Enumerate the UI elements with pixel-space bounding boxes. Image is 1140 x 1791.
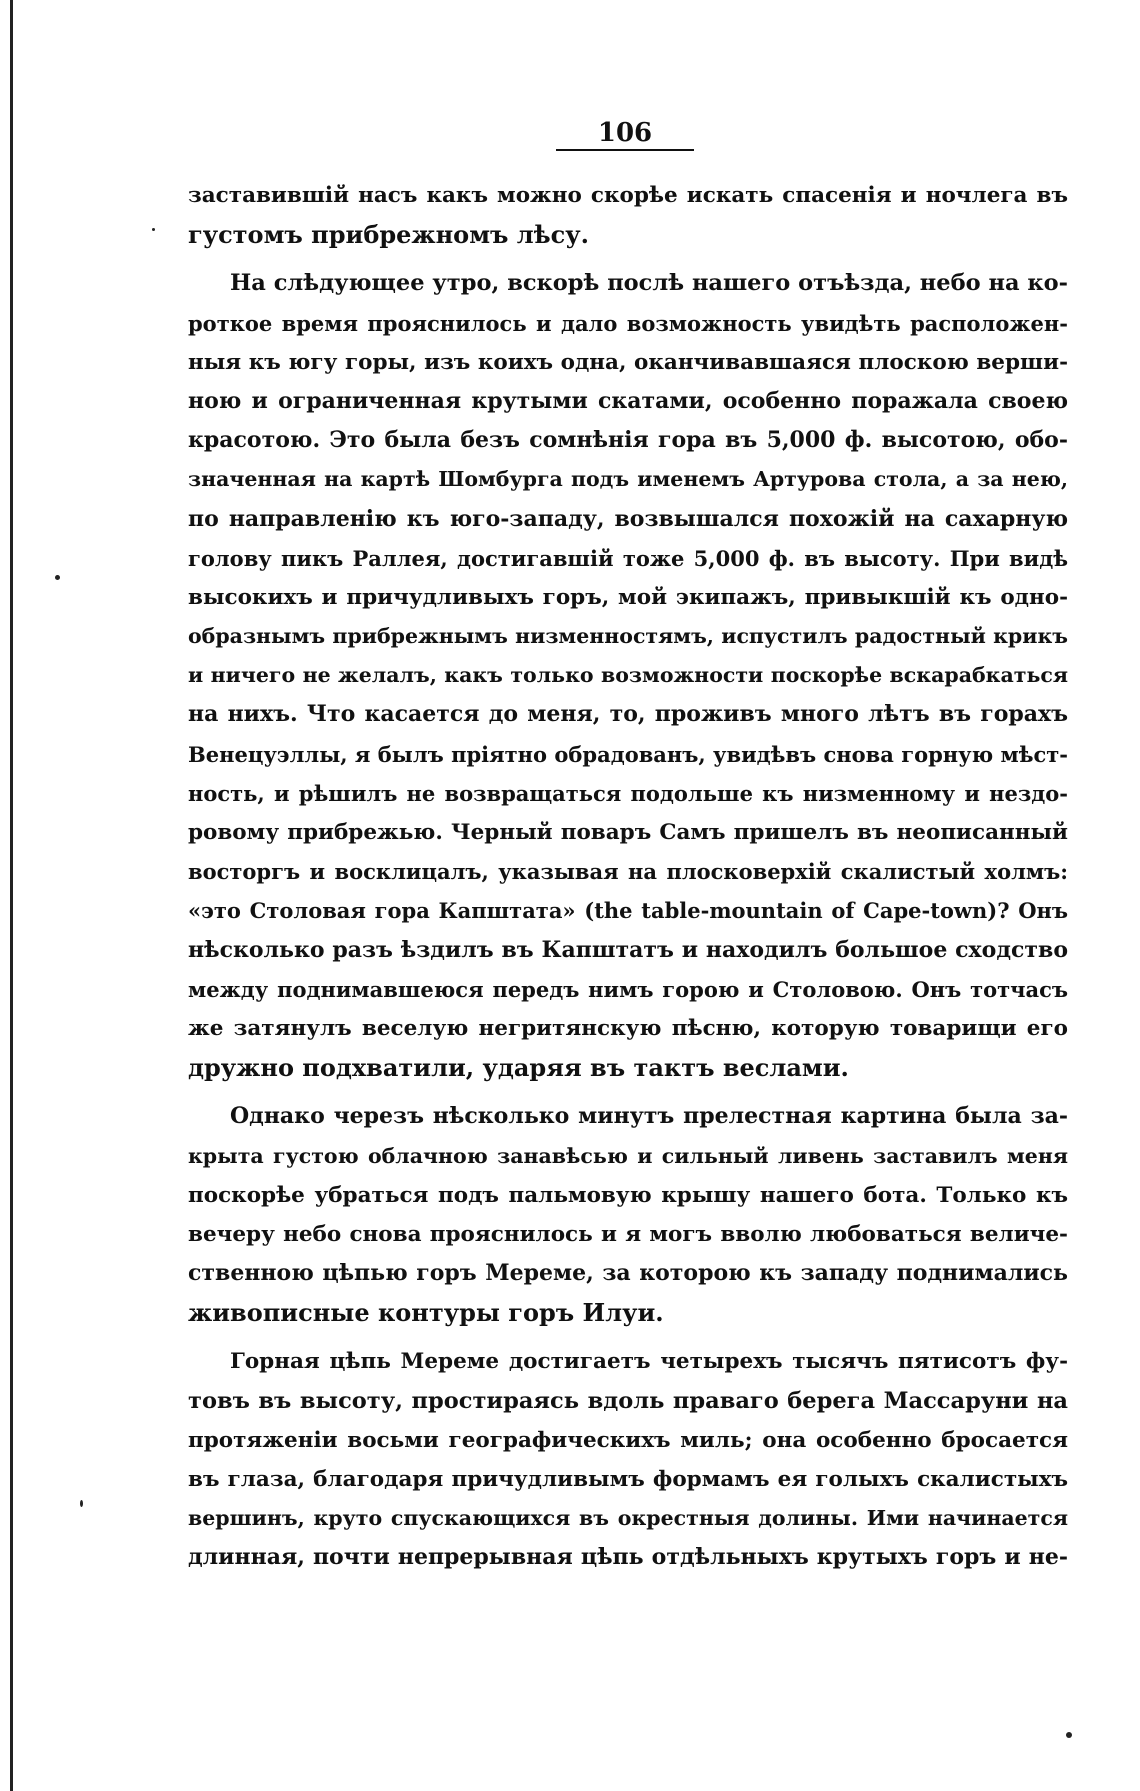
text-line: голову пикъ Раллея, достигавшій тоже 5,000 ф. въ высоту. При видѣ bbox=[188, 545, 1068, 571]
text-line: протяженіи восьми географическихъ миль; она особенно бросается bbox=[188, 1427, 1068, 1453]
text-line: поскорѣе убраться подъ пальмовую крышу нашего бота. Только къ bbox=[188, 1182, 1068, 1208]
text-line: роткое время прояснилось и дало возможность увидѣть расположен- bbox=[188, 310, 1068, 336]
text-line: между поднимавшеюся передъ нимъ горою и Столовою. Онъ тотчасъ bbox=[188, 976, 1068, 1002]
text-line: товъ въ высоту, простираясь вдоль праваго берега Массаруни на bbox=[188, 1387, 1068, 1414]
text-line: красотою. Это была безъ сомнѣнія гора въ 5,000 ф. высотою, обо- bbox=[188, 427, 1068, 454]
text-line: На слѣдующее утро, вскорѣ послѣ нашего отъѣзда, небо на ко- bbox=[230, 270, 1068, 297]
text-line: нѣсколько разъ ѣздилъ въ Капштатъ и находилъ большое сходство bbox=[188, 936, 1068, 963]
text-line: крыта густою облачною занавѣсью и сильный ливень заставилъ меня bbox=[188, 1143, 1068, 1168]
text-line: длинная, почти непрерывная цѣпь отдѣльныхъ крутыхъ горъ и не- bbox=[188, 1544, 1068, 1571]
text-line: густомъ прибрежномъ лѣсу. bbox=[188, 220, 589, 250]
text-line: Венецуэллы, я былъ пріятно обрадованъ, увидѣвъ снова горную мѣст- bbox=[188, 741, 1068, 767]
scan-speck bbox=[80, 1500, 83, 1507]
scan-speck bbox=[152, 228, 155, 231]
body-text bbox=[188, 176, 1068, 1578]
text-line: ныя къ югу горы, изъ коихъ одна, оканчивавшаяся плоскою верши- bbox=[188, 349, 1068, 375]
text-line: образнымъ прибрежнымъ низменностямъ, испустилъ радостный крикъ bbox=[188, 624, 1068, 649]
text-line: Горная цѣпь Мереме достигаетъ четырехъ тысячъ пятисотъ фу- bbox=[230, 1349, 1068, 1375]
text-line: ственною цѣпью горъ Мереме, за которою къ западу поднимались bbox=[188, 1260, 1068, 1287]
text-line: и ничего не желалъ, какъ только возможности поскорѣе вскарабкаться bbox=[188, 663, 1068, 688]
text-line: на нихъ. Что касается до меня, то, проживъ много лѣтъ въ горахъ bbox=[188, 701, 1068, 728]
text-line: заставившій насъ какъ можно скорѣе искать спасенія и ночлега въ bbox=[188, 183, 1068, 208]
text-line: ность, и рѣшилъ не возвращаться подольше къ низменному и нездо- bbox=[188, 780, 1068, 806]
text-line: же затянулъ веселую негритянскую пѣсню, которую товарищи его bbox=[188, 1015, 1068, 1041]
text-line: дружно подхватили, ударяя въ тактъ веслами. bbox=[188, 1053, 849, 1083]
scan-speck bbox=[55, 575, 60, 580]
text-line: по направленію къ юго-западу, возвышался похожій на сахарную bbox=[188, 505, 1068, 532]
text-line: высокихъ и причудливыхъ горъ, мой экипажъ, привыкшій къ одно- bbox=[188, 584, 1068, 610]
text-line: «это Столовая гора Капштата» (the table-mountain of Cape-town)? Онъ bbox=[188, 898, 1068, 924]
text-line: вершинъ, круто спускающихся въ окрестныя долины. Ими начинается bbox=[188, 1506, 1068, 1531]
scan-edge-line bbox=[10, 0, 13, 1791]
page-number-rule bbox=[556, 149, 694, 151]
scan-speck bbox=[1066, 1732, 1072, 1738]
page-number: 106 bbox=[597, 118, 653, 148]
text-line: вечеру небо снова прояснилось и я могъ вволю любоваться величе- bbox=[188, 1221, 1068, 1247]
text-line: живописные контуры горъ Илуи. bbox=[188, 1298, 664, 1328]
text-line: ровому прибрежью. Черный поваръ Самъ пришелъ въ неописанный bbox=[188, 820, 1068, 845]
text-line: восторгъ и восклицалъ, указывая на плосковерхій скалистый холмъ: bbox=[188, 859, 1068, 885]
text-line: значенная на картѣ Шомбурга подъ именемъ Артурова стола, а за нею, bbox=[188, 467, 1068, 492]
text-line: Однако черезъ нѣсколько минутъ прелестная картина была за- bbox=[230, 1103, 1068, 1130]
text-line: ною и ограниченная крутыми скатами, особенно поражала своею bbox=[188, 387, 1068, 414]
text-line: въ глаза, благодаря причудливымъ формамъ ея голыхъ скалистыхъ bbox=[188, 1467, 1068, 1492]
